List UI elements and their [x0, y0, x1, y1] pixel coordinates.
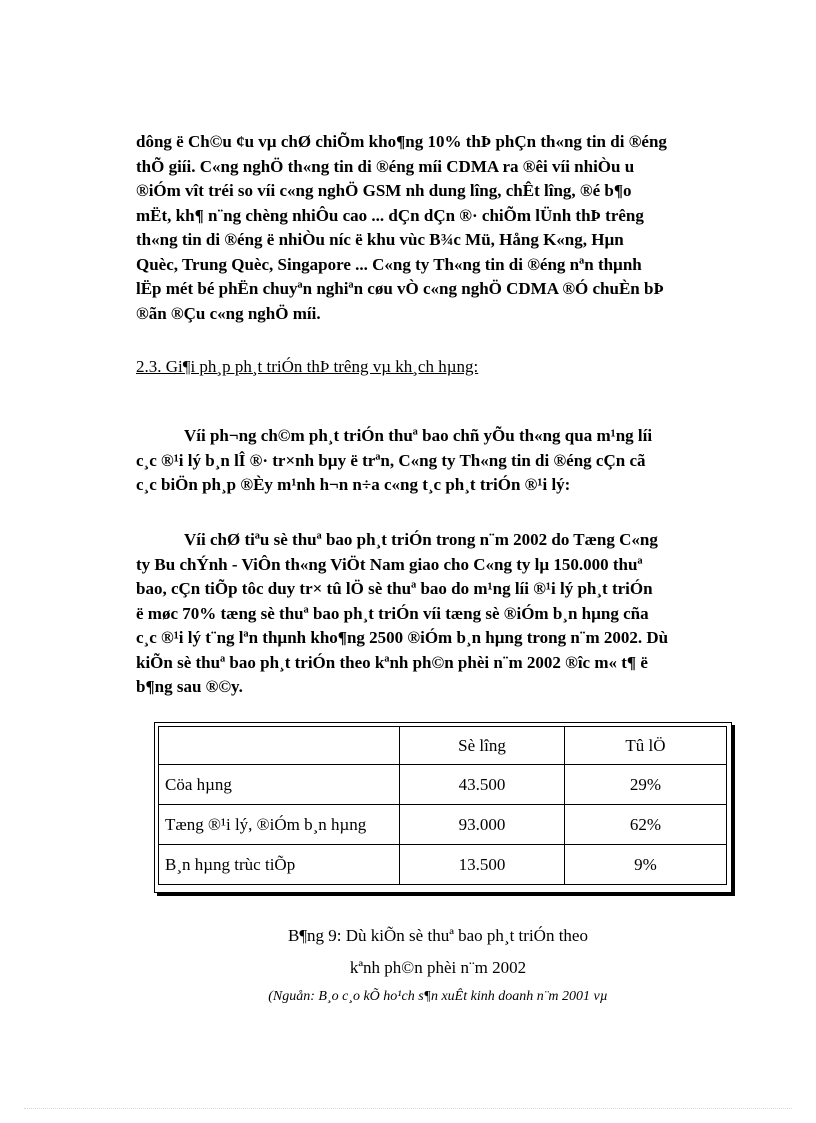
text-line: mËt, kh¶ n¨ng chèng nhiÔu cao ... dÇn dÇn ®· chiÕm lÜnh thÞ trêng [136, 205, 644, 225]
table-cell-quantity: 13.500 [400, 845, 565, 885]
text-line: th«ng tin di ®éng ë nhiÒu níc ë khu vùc B¾c Mü, Hång K«ng, Hµn [136, 230, 624, 249]
text-line: Víi chØ tiªu sè thuª bao ph¸t triÓn trong n¨m 2002 do Tæng C«ng [184, 530, 658, 549]
text-line: c¸c biÖn ph¸p ®Èy m¹nh h¬n n÷a c«ng t¸c ph¸t triÓn ®¹i lý: [136, 475, 571, 494]
table-header-cell: Tû lÖ [565, 727, 727, 765]
table-header-cell: Sè lîng [400, 727, 565, 765]
table-caption: B¶ng 9: Dù kiÕn sè thuª bao ph¸t triÓn theo [288, 926, 588, 945]
text-line: ë møc 70% tæng sè thuª bao ph¸t triÓn víi tæng sè ®iÓm b¸n hµng cña [136, 603, 649, 623]
table-cell-ratio: 9% [565, 845, 727, 885]
text-line: Quèc, Trung Quèc, Singapore ... C«ng ty Th«ng tin di ®éng nªn thµnh [136, 254, 642, 274]
table-row [159, 845, 727, 885]
table-header-cell [159, 727, 400, 765]
paragraph-mobile-technology [136, 130, 740, 326]
table-row [159, 765, 727, 805]
text-line: ®iÓm vît tréi so víi c«ng nghÖ GSM nh dung lîng, chÊt lîng, ®é b¶o [136, 181, 632, 200]
text-line: thÕ giíi. C«ng nghÖ th«ng tin di ®éng míi CDMA ra ®êi víi nhiÒu u [136, 156, 635, 176]
table-row [159, 805, 727, 845]
text-line: dông ë Ch©u ¢u vµ chØ chiÕm kho¶ng 10% thÞ phÇn th«ng tin di ®éng [136, 132, 667, 151]
table-cell-channel: Cöa hµng [159, 765, 400, 805]
source-note: (Nguån: B¸o c¸o kÕ ho¹ch s¶n xuÊt kinh doanh n¨m 2001 vµ [268, 989, 608, 1004]
text-line: lËp mét bé phËn chuyªn nghiªn cøu vÒ c«ng nghÖ CDMA ®Ó chuÈn bÞ [136, 279, 664, 298]
paragraph-agent-development [136, 424, 740, 498]
distribution-table [158, 726, 727, 885]
text-line: c¸c ®¹i lý b¸n lÎ ®· tr×nh bµy ë trªn, C«ng ty Th«ng tin di ®éng cÇn cã [136, 450, 646, 470]
text-line: Víi ph¬ng ch©m ph¸t triÓn thuª bao chñ yÕu th«ng qua m¹ng líi [184, 426, 653, 445]
text-line: ®ãn ®Çu c«ng nghÖ míi. [136, 303, 321, 323]
section-heading: 2.3. Gi¶i ph¸p ph¸t triÓn thÞ trêng vµ kh¸ch hµng: [136, 357, 479, 376]
table-cell-channel: Tæng ®¹i lý, ®iÓm b¸n hµng [159, 805, 400, 845]
table-cell-ratio: 29% [565, 765, 727, 805]
table-cell-channel: B¸n hµng trùc tiÕp [159, 845, 400, 885]
table-header-row [159, 727, 727, 765]
text-line: ty Bu chÝnh - ViÔn th«ng ViÖt Nam giao cho C«ng ty lµ 150.000 thuª [136, 554, 643, 574]
text-line: kiÕn sè thuª bao ph¸t triÓn theo kªnh ph©n phèi n¨m 2002 ®îc m« t¶ ë [136, 652, 648, 672]
text-line: c¸c ®¹i lý t¨ng lªn thµnh kho¶ng 2500 ®iÓm b¸n hµng trong n¨m 2002. Dù [136, 628, 669, 647]
table-cell-ratio: 62% [565, 805, 727, 845]
distribution-table-frame [154, 722, 732, 893]
table-caption-continued: kªnh ph©n phèi n¨m 2002 [349, 958, 527, 977]
text-line: bao, cÇn tiÕp tôc duy tr× tû lÖ sè thuª bao do m¹ng líi ®¹i lý ph¸t triÓn [136, 579, 653, 598]
text-line: b¶ng sau ®©y. [136, 677, 243, 696]
page-bottom-divider [24, 1108, 792, 1109]
table-cell-quantity: 93.000 [400, 805, 565, 845]
paragraph-subscriber-targets [136, 528, 740, 700]
table-cell-quantity: 43.500 [400, 765, 565, 805]
